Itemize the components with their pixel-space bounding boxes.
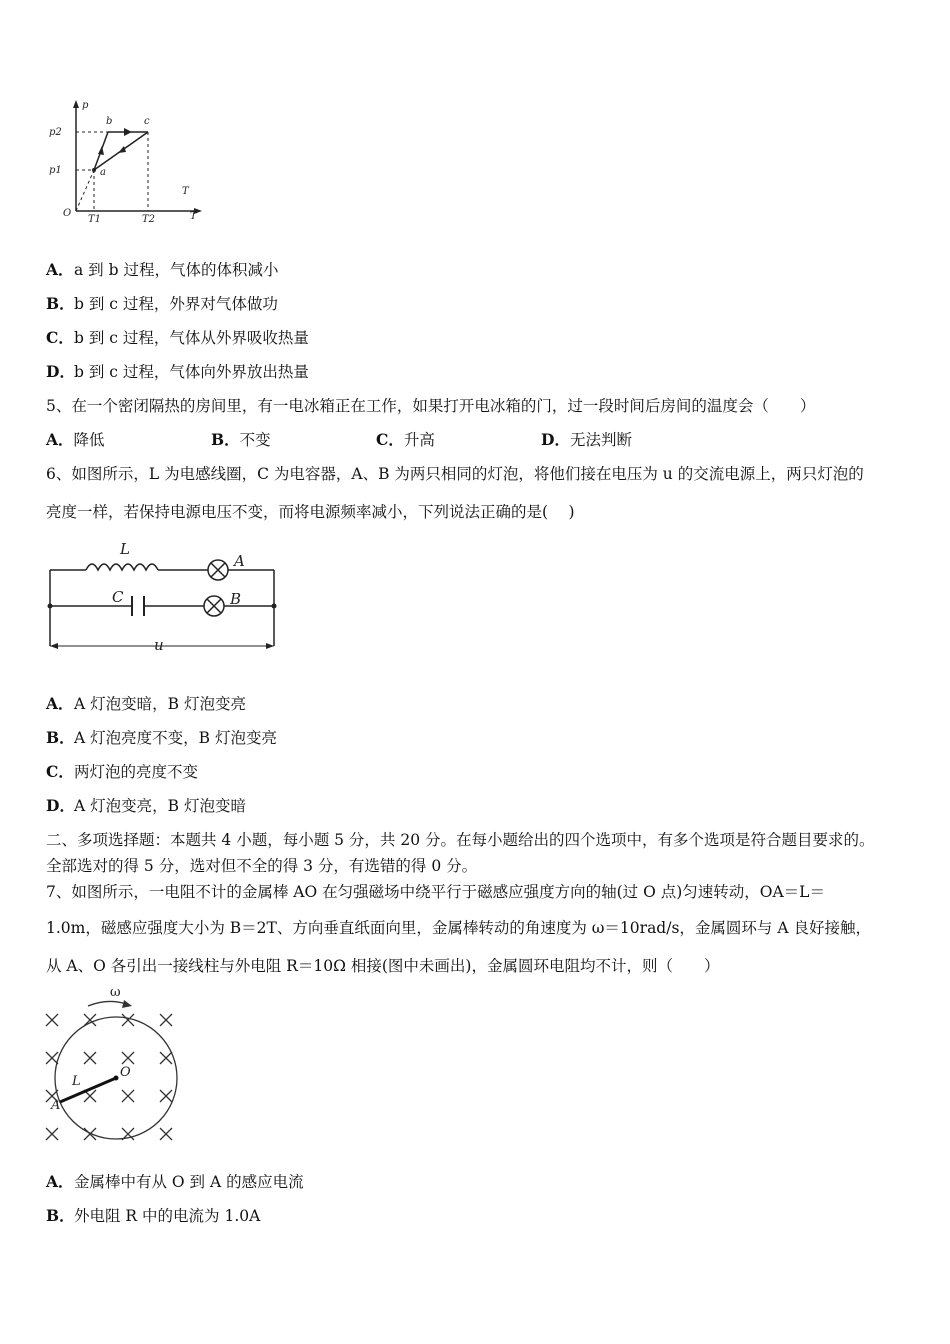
- label-t2: T2: [142, 214, 156, 225]
- q4-option-d: D．b 到 c 过程，气体向外界放出热量: [46, 362, 309, 381]
- label-capacitor: C: [112, 588, 124, 606]
- section2-line1: 二、多项选择题：本题共 4 小题，每小题 5 分，共 20 分。在每小题给出的四个选项中，有多个选项是符合题目要求的。: [46, 831, 875, 849]
- label-origin: O: [63, 208, 72, 219]
- q5-options: [46, 430, 706, 450]
- label-inductor: L: [120, 540, 130, 558]
- rotation-arrow: [88, 1001, 126, 1006]
- label-a: a: [100, 167, 106, 178]
- q7-option-a: A．金属棒中有从 O 到 A 的感应电流: [46, 1172, 304, 1191]
- inductor-coil: [86, 564, 158, 570]
- label-p1: p1: [49, 165, 62, 176]
- q5-option-c: C．升高: [376, 430, 435, 449]
- q6-stem-line1: 6、如图所示，L 为电感线圈，C 为电容器，A、B 为两只相同的灯泡，将他们接在电压为 u 的交流电源上，两只灯泡的: [46, 465, 864, 483]
- label-t-extra: T: [182, 186, 189, 197]
- q7-stem-line3: 从 A、O 各引出一接线柱与外电阻 R＝10Ω 相接(图中未画出)，金属圆环电阻均不计，则（ ）: [46, 957, 720, 975]
- label-voltage: u: [154, 636, 164, 654]
- label-t1: T1: [88, 214, 102, 225]
- label-b: b: [106, 116, 113, 127]
- pt-diagram: [46, 96, 216, 231]
- q7-stem-line1: 7、如图所示，一电阻不计的金属棒 AO 在匀强磁场中绕平行于磁感应强度方向的轴(过 O 点)匀速转动，OA＝L＝: [46, 883, 825, 901]
- q5-option-a: A．降低: [46, 430, 105, 449]
- q7-option-b: B．外电阻 R 中的电流为 1.0A: [46, 1206, 261, 1225]
- q6-option-d: D．A 灯泡变亮，B 灯泡变暗: [46, 796, 246, 815]
- q5-option-b: B．不变: [211, 430, 271, 449]
- circuit-diagram: [40, 536, 290, 660]
- field-cross-marks: [46, 1014, 172, 1140]
- q5-option-d: D．无法判断: [541, 430, 632, 449]
- label-a: A: [51, 1098, 61, 1113]
- label-p2: p2: [49, 127, 62, 138]
- q6-option-c: C．两灯泡的亮度不变: [46, 762, 199, 781]
- label-t-axis: T: [190, 211, 197, 222]
- label-bulb-a: A: [234, 552, 245, 570]
- label-bulb-b: B: [230, 590, 242, 608]
- label-l: L: [72, 1074, 81, 1089]
- q4-option-c: C．b 到 c 过程，气体从外界吸收热量: [46, 328, 309, 347]
- rotating-rod-diagram: [38, 982, 188, 1147]
- label-c: c: [144, 116, 150, 127]
- q6-option-b: B．A 灯泡亮度不变，B 灯泡变亮: [46, 728, 277, 747]
- q7-stem-line2: 1.0m，磁感应强度大小为 B＝2T、方向垂直纸面向里，金属棒转动的角速度为 ω＝10rad/s，金属圆环与 A 良好接触，: [46, 919, 871, 937]
- q6-stem-line2: 亮度一样，若保持电源电压不变，而将电源频率减小，下列说法正确的是( ): [46, 503, 575, 521]
- q4-option-a: A．a 到 b 过程，气体的体积减小: [46, 260, 279, 279]
- label-p: p: [82, 100, 89, 111]
- q4-option-b: B．b 到 c 过程，外界对气体做功: [46, 294, 278, 313]
- label-o: O: [120, 1065, 131, 1080]
- q6-option-a: A．A 灯泡变暗，B 灯泡变亮: [46, 694, 246, 713]
- q5-stem: 5、在一个密闭隔热的房间里，有一电冰箱正在工作，如果打开电冰箱的门，过一段时间后房间的温度会（ ）: [46, 397, 816, 415]
- section2-line2: 全部选对的得 5 分，选对但不全的得 3 分，有选错的得 0 分。: [46, 857, 478, 875]
- label-omega: ω: [110, 985, 121, 1000]
